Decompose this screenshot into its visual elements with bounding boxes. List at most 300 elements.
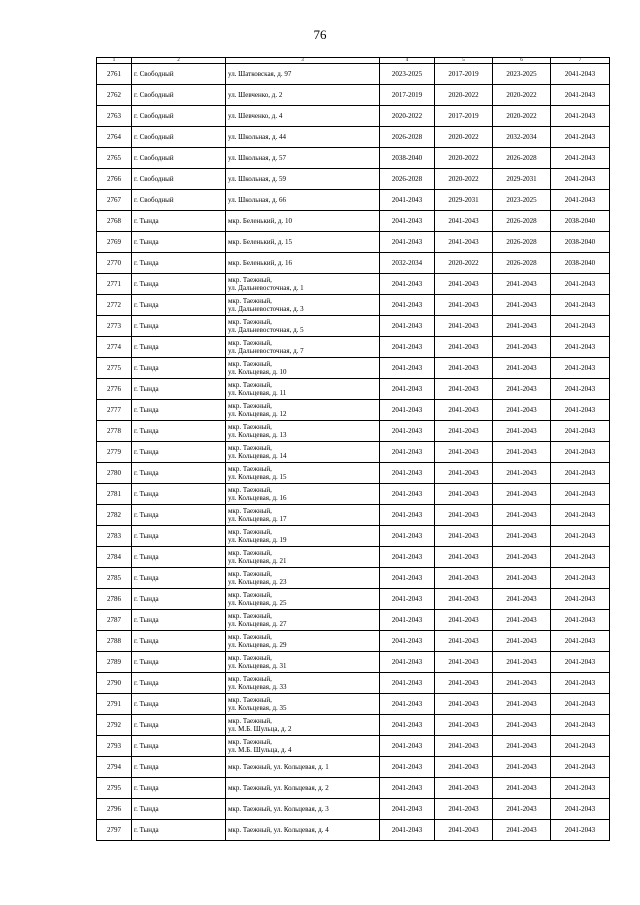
address-line: ул. Шевченко, д. 2 <box>228 91 283 99</box>
period-col6-cell: 2032-2034 <box>493 127 551 148</box>
period-col6-cell: 2020-2022 <box>493 106 551 127</box>
period-col5-cell: 2017-2019 <box>435 106 493 127</box>
settlement-cell: г. Тында <box>132 253 226 274</box>
period-col6-cell: 2041-2043 <box>493 337 551 358</box>
period-col5-cell: 2041-2043 <box>435 589 493 610</box>
period-col4-cell: 2041-2043 <box>380 673 435 694</box>
table-row <box>97 820 610 841</box>
period-col7-cell: 2041-2043 <box>551 505 610 526</box>
period-col4-cell: 2041-2043 <box>380 337 435 358</box>
settlement-cell: г. Свободный <box>132 64 226 85</box>
period-col7-cell: 2041-2043 <box>551 736 610 757</box>
row-number: 2794 <box>97 757 132 778</box>
period-col5-cell: 2041-2043 <box>435 715 493 736</box>
period-col7-cell: 2041-2043 <box>551 85 610 106</box>
period-col4-cell: 2041-2043 <box>380 484 435 505</box>
address-cell <box>226 736 380 757</box>
column-header: 7 <box>551 58 610 64</box>
address-cell <box>226 715 380 736</box>
row-number: 2795 <box>97 778 132 799</box>
row-number: 2773 <box>97 316 132 337</box>
period-col6-cell: 2041-2043 <box>493 547 551 568</box>
period-col7-cell: 2041-2043 <box>551 358 610 379</box>
address-line: мкр. Беленький, д. 15 <box>228 238 292 246</box>
row-number: 2780 <box>97 463 132 484</box>
row-number: 2784 <box>97 547 132 568</box>
row-number: 2785 <box>97 568 132 589</box>
period-col5-cell: 2017-2019 <box>435 64 493 85</box>
address-line: мкр. Таежный, ул. Кольцевая, д. 1 <box>228 763 329 771</box>
row-number: 2761 <box>97 64 132 85</box>
address-cell <box>226 358 380 379</box>
period-col4-cell: 2041-2043 <box>380 631 435 652</box>
address-line: ул. М.Б. Шульца, д. 2 <box>228 725 292 733</box>
address-cell <box>226 778 380 799</box>
period-col6-cell: 2041-2043 <box>493 463 551 484</box>
address-line: мкр. Таежный, <box>228 486 272 494</box>
table-row <box>97 736 610 757</box>
settlement-cell: г. Тында <box>132 547 226 568</box>
period-col7-cell: 2041-2043 <box>551 673 610 694</box>
address-line: ул. Дальневосточная, д. 5 <box>228 326 304 334</box>
period-col6-cell: 2026-2028 <box>493 211 551 232</box>
table-row <box>97 106 610 127</box>
settlement-cell: г. Свободный <box>132 190 226 211</box>
address-cell <box>226 211 380 232</box>
period-col4-cell: 2041-2043 <box>380 400 435 421</box>
period-col5-cell: 2041-2043 <box>435 652 493 673</box>
settlement-cell: г. Тында <box>132 799 226 820</box>
settlement-cell: г. Тында <box>132 484 226 505</box>
settlement-cell: г. Тында <box>132 358 226 379</box>
period-col6-cell: 2041-2043 <box>493 673 551 694</box>
period-col7-cell: 2041-2043 <box>551 631 610 652</box>
table-row <box>97 652 610 673</box>
period-col7-cell: 2041-2043 <box>551 526 610 547</box>
period-col7-cell: 2041-2043 <box>551 64 610 85</box>
address-cell <box>226 484 380 505</box>
table-row <box>97 568 610 589</box>
address-line: ул. Кольцевая, д. 12 <box>228 410 287 418</box>
table-row <box>97 484 610 505</box>
row-number: 2768 <box>97 211 132 232</box>
period-col5-cell: 2041-2043 <box>435 757 493 778</box>
column-header: 2 <box>132 58 226 64</box>
row-number: 2792 <box>97 715 132 736</box>
period-col6-cell: 2041-2043 <box>493 694 551 715</box>
settlement-cell: г. Тында <box>132 568 226 589</box>
period-col5-cell: 2041-2043 <box>435 610 493 631</box>
address-line: мкр. Таежный, <box>228 633 272 641</box>
address-line: ул. Кольцевая, д. 27 <box>228 620 287 628</box>
row-number: 2775 <box>97 358 132 379</box>
period-col6-cell: 2041-2043 <box>493 526 551 547</box>
address-cell <box>226 694 380 715</box>
address-line: ул. Кольцевая, д. 25 <box>228 599 287 607</box>
settlement-cell: г. Тында <box>132 589 226 610</box>
table-row <box>97 673 610 694</box>
table-row <box>97 610 610 631</box>
row-number: 2793 <box>97 736 132 757</box>
address-cell <box>226 379 380 400</box>
period-col6-cell: 2041-2043 <box>493 316 551 337</box>
housing-registry-table <box>96 57 610 841</box>
row-number: 2786 <box>97 589 132 610</box>
settlement-cell: г. Тында <box>132 316 226 337</box>
period-col6-cell: 2041-2043 <box>493 799 551 820</box>
period-col6-cell: 2041-2043 <box>493 631 551 652</box>
address-line: мкр. Таежный, <box>228 318 272 326</box>
row-number: 2777 <box>97 400 132 421</box>
settlement-cell: г. Свободный <box>132 127 226 148</box>
period-col4-cell: 2041-2043 <box>380 694 435 715</box>
column-header: 6 <box>493 58 551 64</box>
address-line: ул. Шевченко, д. 4 <box>228 112 283 120</box>
address-line: мкр. Таежный, <box>228 654 272 662</box>
period-col6-cell: 2026-2028 <box>493 232 551 253</box>
address-cell <box>226 463 380 484</box>
address-cell <box>226 757 380 778</box>
address-cell <box>226 295 380 316</box>
address-cell <box>226 253 380 274</box>
settlement-cell: г. Тында <box>132 442 226 463</box>
period-col7-cell: 2041-2043 <box>551 589 610 610</box>
period-col6-cell: 2026-2028 <box>493 148 551 169</box>
period-col4-cell: 2041-2043 <box>380 421 435 442</box>
period-col7-cell: 2041-2043 <box>551 799 610 820</box>
address-line: ул. М.Б. Шульца, д. 4 <box>228 746 292 754</box>
address-cell <box>226 64 380 85</box>
period-col4-cell: 2023-2025 <box>380 64 435 85</box>
period-col4-cell: 2041-2043 <box>380 316 435 337</box>
row-number: 2766 <box>97 169 132 190</box>
address-line: ул. Шатковская, д. 97 <box>228 70 292 78</box>
settlement-cell: г. Тында <box>132 673 226 694</box>
row-number: 2781 <box>97 484 132 505</box>
address-line: мкр. Таежный, <box>228 360 272 368</box>
period-col6-cell: 2020-2022 <box>493 85 551 106</box>
period-col4-cell: 2032-2034 <box>380 253 435 274</box>
address-line: ул. Кольцевая, д. 15 <box>228 473 287 481</box>
address-cell <box>226 127 380 148</box>
row-number: 2765 <box>97 148 132 169</box>
address-line: мкр. Беленький, д. 16 <box>228 259 292 267</box>
address-cell <box>226 820 380 841</box>
settlement-cell: г. Тында <box>132 232 226 253</box>
address-line: ул. Кольцевая, д. 29 <box>228 641 287 649</box>
period-col7-cell: 2041-2043 <box>551 715 610 736</box>
period-col7-cell: 2041-2043 <box>551 547 610 568</box>
table-row <box>97 421 610 442</box>
address-line: ул. Кольцевая, д. 31 <box>228 662 287 670</box>
address-line: мкр. Таежный, <box>228 591 272 599</box>
period-col4-cell: 2041-2043 <box>380 715 435 736</box>
period-col7-cell: 2041-2043 <box>551 694 610 715</box>
address-line: ул. Дальневосточная, д. 3 <box>228 305 304 313</box>
row-number: 2782 <box>97 505 132 526</box>
period-col6-cell: 2041-2043 <box>493 274 551 295</box>
table-row <box>97 379 610 400</box>
period-col6-cell: 2023-2025 <box>493 64 551 85</box>
address-cell <box>226 316 380 337</box>
address-cell <box>226 400 380 421</box>
period-col7-cell: 2041-2043 <box>551 757 610 778</box>
period-col6-cell: 2041-2043 <box>493 610 551 631</box>
period-col6-cell: 2041-2043 <box>493 442 551 463</box>
period-col6-cell: 2041-2043 <box>493 295 551 316</box>
page-number: 76 <box>313 27 327 42</box>
period-col7-cell: 2038-2040 <box>551 211 610 232</box>
address-line: ул. Школьная, д. 57 <box>228 154 287 162</box>
settlement-cell: г. Тында <box>132 610 226 631</box>
period-col7-cell: 2041-2043 <box>551 400 610 421</box>
period-col6-cell: 2041-2043 <box>493 568 551 589</box>
period-col5-cell: 2029-2031 <box>435 190 493 211</box>
address-line: мкр. Беленький, д. 10 <box>228 217 292 225</box>
address-line: мкр. Таежный, <box>228 339 272 347</box>
settlement-cell: г. Тында <box>132 505 226 526</box>
address-line: ул. Кольцевая, д. 11 <box>228 389 287 397</box>
settlement-cell: г. Тында <box>132 715 226 736</box>
period-col4-cell: 2041-2043 <box>380 610 435 631</box>
address-line: ул. Кольцевая, д. 23 <box>228 578 287 586</box>
period-col4-cell: 2026-2028 <box>380 169 435 190</box>
column-header: 5 <box>435 58 493 64</box>
row-number: 2774 <box>97 337 132 358</box>
period-col7-cell: 2041-2043 <box>551 337 610 358</box>
address-line: ул. Кольцевая, д. 16 <box>228 494 287 502</box>
address-cell <box>226 169 380 190</box>
address-cell <box>226 148 380 169</box>
address-line: ул. Кольцевая, д. 13 <box>228 431 287 439</box>
row-number: 2764 <box>97 127 132 148</box>
period-col6-cell: 2041-2043 <box>493 484 551 505</box>
period-col4-cell: 2041-2043 <box>380 568 435 589</box>
table-row <box>97 253 610 274</box>
address-line: мкр. Таежный, <box>228 297 272 305</box>
address-cell <box>226 673 380 694</box>
address-cell <box>226 589 380 610</box>
address-cell <box>226 610 380 631</box>
address-cell <box>226 232 380 253</box>
period-col7-cell: 2041-2043 <box>551 379 610 400</box>
period-col7-cell: 2041-2043 <box>551 568 610 589</box>
period-col4-cell: 2041-2043 <box>380 799 435 820</box>
settlement-cell: г. Тында <box>132 736 226 757</box>
settlement-cell: г. Тында <box>132 778 226 799</box>
row-number: 2789 <box>97 652 132 673</box>
table-row <box>97 337 610 358</box>
period-col5-cell: 2041-2043 <box>435 673 493 694</box>
period-col5-cell: 2041-2043 <box>435 736 493 757</box>
row-number: 2796 <box>97 799 132 820</box>
row-number: 2776 <box>97 379 132 400</box>
period-col7-cell: 2041-2043 <box>551 106 610 127</box>
settlement-cell: г. Свободный <box>132 148 226 169</box>
period-col5-cell: 2041-2043 <box>435 358 493 379</box>
address-line: мкр. Таежный, <box>228 675 272 683</box>
period-col4-cell: 2041-2043 <box>380 652 435 673</box>
column-header: 3 <box>226 58 380 64</box>
period-col5-cell: 2041-2043 <box>435 421 493 442</box>
period-col6-cell: 2041-2043 <box>493 505 551 526</box>
period-col4-cell: 2017-2019 <box>380 85 435 106</box>
column-header: 4 <box>380 58 435 64</box>
period-col4-cell: 2041-2043 <box>380 736 435 757</box>
row-number: 2767 <box>97 190 132 211</box>
settlement-cell: г. Тында <box>132 526 226 547</box>
address-line: мкр. Таежный, <box>228 549 272 557</box>
period-col4-cell: 2041-2043 <box>380 463 435 484</box>
row-number: 2791 <box>97 694 132 715</box>
period-col7-cell: 2041-2043 <box>551 295 610 316</box>
address-line: ул. Школьная, д. 44 <box>228 133 287 141</box>
address-cell <box>226 526 380 547</box>
period-col5-cell: 2041-2043 <box>435 463 493 484</box>
address-cell <box>226 652 380 673</box>
period-col5-cell: 2041-2043 <box>435 316 493 337</box>
period-col7-cell: 2041-2043 <box>551 463 610 484</box>
address-line: ул. Кольцевая, д. 35 <box>228 704 287 712</box>
period-col7-cell: 2041-2043 <box>551 778 610 799</box>
period-col5-cell: 2020-2022 <box>435 148 493 169</box>
period-col5-cell: 2041-2043 <box>435 547 493 568</box>
table-row <box>97 778 610 799</box>
settlement-cell: г. Тында <box>132 694 226 715</box>
address-line: мкр. Таежный, ул. Кольцевая, д. 2 <box>228 784 329 792</box>
address-line: мкр. Таежный, <box>228 570 272 578</box>
table-row <box>97 400 610 421</box>
row-number: 2797 <box>97 820 132 841</box>
settlement-cell: г. Тында <box>132 820 226 841</box>
address-line: мкр. Таежный, ул. Кольцевая, д. 3 <box>228 805 329 813</box>
period-col5-cell: 2020-2022 <box>435 85 493 106</box>
period-col6-cell: 2041-2043 <box>493 400 551 421</box>
row-number: 2783 <box>97 526 132 547</box>
row-number: 2772 <box>97 295 132 316</box>
period-col7-cell: 2041-2043 <box>551 190 610 211</box>
period-col4-cell: 2041-2043 <box>380 778 435 799</box>
row-number: 2770 <box>97 253 132 274</box>
address-line: мкр. Таежный, ул. Кольцевая, д. 4 <box>228 826 329 834</box>
period-col7-cell: 2041-2043 <box>551 274 610 295</box>
row-number: 2771 <box>97 274 132 295</box>
period-col7-cell: 2041-2043 <box>551 148 610 169</box>
period-col5-cell: 2041-2043 <box>435 274 493 295</box>
table-row <box>97 757 610 778</box>
table-row <box>97 526 610 547</box>
period-col4-cell: 2041-2043 <box>380 295 435 316</box>
period-col4-cell: 2041-2043 <box>380 757 435 778</box>
address-line: ул. Дальневосточная, д. 7 <box>228 347 304 355</box>
period-col6-cell: 2041-2043 <box>493 757 551 778</box>
table-row <box>97 589 610 610</box>
period-col5-cell: 2041-2043 <box>435 778 493 799</box>
table-row <box>97 442 610 463</box>
table-row <box>97 547 610 568</box>
address-line: ул. Кольцевая, д. 14 <box>228 452 287 460</box>
period-col4-cell: 2041-2043 <box>380 442 435 463</box>
address-line: мкр. Таежный, <box>228 612 272 620</box>
period-col6-cell: 2041-2043 <box>493 715 551 736</box>
table-row <box>97 316 610 337</box>
period-col5-cell: 2041-2043 <box>435 820 493 841</box>
table-row <box>97 799 610 820</box>
address-line: мкр. Таежный, <box>228 528 272 536</box>
address-line: мкр. Таежный, <box>228 717 272 725</box>
table-row <box>97 694 610 715</box>
period-col5-cell: 2020-2022 <box>435 253 493 274</box>
period-col4-cell: 2041-2043 <box>380 505 435 526</box>
period-col7-cell: 2041-2043 <box>551 127 610 148</box>
address-line: ул. Кольцевая, д. 33 <box>228 683 287 691</box>
table-row <box>97 295 610 316</box>
period-col6-cell: 2041-2043 <box>493 358 551 379</box>
period-col4-cell: 2026-2028 <box>380 127 435 148</box>
row-number: 2779 <box>97 442 132 463</box>
address-line: ул. Школьная, д. 66 <box>228 196 287 204</box>
settlement-cell: г. Тында <box>132 295 226 316</box>
table-row <box>97 274 610 295</box>
settlement-cell: г. Тында <box>132 211 226 232</box>
table-row <box>97 190 610 211</box>
column-header: 1 <box>97 58 132 64</box>
period-col5-cell: 2020-2022 <box>435 127 493 148</box>
address-line: мкр. Таежный, <box>228 696 272 704</box>
address-line: мкр. Таежный, <box>228 381 272 389</box>
table-row <box>97 64 610 85</box>
row-number: 2763 <box>97 106 132 127</box>
period-col6-cell: 2029-2031 <box>493 169 551 190</box>
period-col6-cell: 2041-2043 <box>493 820 551 841</box>
period-col6-cell: 2023-2025 <box>493 190 551 211</box>
period-col7-cell: 2041-2043 <box>551 169 610 190</box>
period-col6-cell: 2041-2043 <box>493 778 551 799</box>
period-col6-cell: 2041-2043 <box>493 379 551 400</box>
period-col5-cell: 2041-2043 <box>435 631 493 652</box>
period-col4-cell: 2041-2043 <box>380 274 435 295</box>
period-col5-cell: 2041-2043 <box>435 694 493 715</box>
period-col7-cell: 2041-2043 <box>551 442 610 463</box>
row-number: 2762 <box>97 85 132 106</box>
address-line: ул. Кольцевая, д. 19 <box>228 536 287 544</box>
address-cell <box>226 631 380 652</box>
settlement-cell: г. Тында <box>132 421 226 442</box>
settlement-cell: г. Тында <box>132 757 226 778</box>
address-cell <box>226 85 380 106</box>
period-col4-cell: 2041-2043 <box>380 211 435 232</box>
period-col5-cell: 2041-2043 <box>435 799 493 820</box>
period-col5-cell: 2041-2043 <box>435 484 493 505</box>
period-col4-cell: 2041-2043 <box>380 547 435 568</box>
row-number: 2788 <box>97 631 132 652</box>
settlement-cell: г. Тында <box>132 463 226 484</box>
period-col7-cell: 2041-2043 <box>551 484 610 505</box>
period-col5-cell: 2041-2043 <box>435 295 493 316</box>
period-col5-cell: 2041-2043 <box>435 505 493 526</box>
period-col5-cell: 2041-2043 <box>435 568 493 589</box>
table-row <box>97 505 610 526</box>
period-col4-cell: 2041-2043 <box>380 358 435 379</box>
address-line: мкр. Таежный, <box>228 276 272 284</box>
period-col5-cell: 2041-2043 <box>435 337 493 358</box>
address-cell <box>226 274 380 295</box>
settlement-cell: г. Тында <box>132 379 226 400</box>
settlement-cell: г. Тында <box>132 274 226 295</box>
table-row <box>97 463 610 484</box>
period-col4-cell: 2041-2043 <box>380 589 435 610</box>
table-row <box>97 85 610 106</box>
